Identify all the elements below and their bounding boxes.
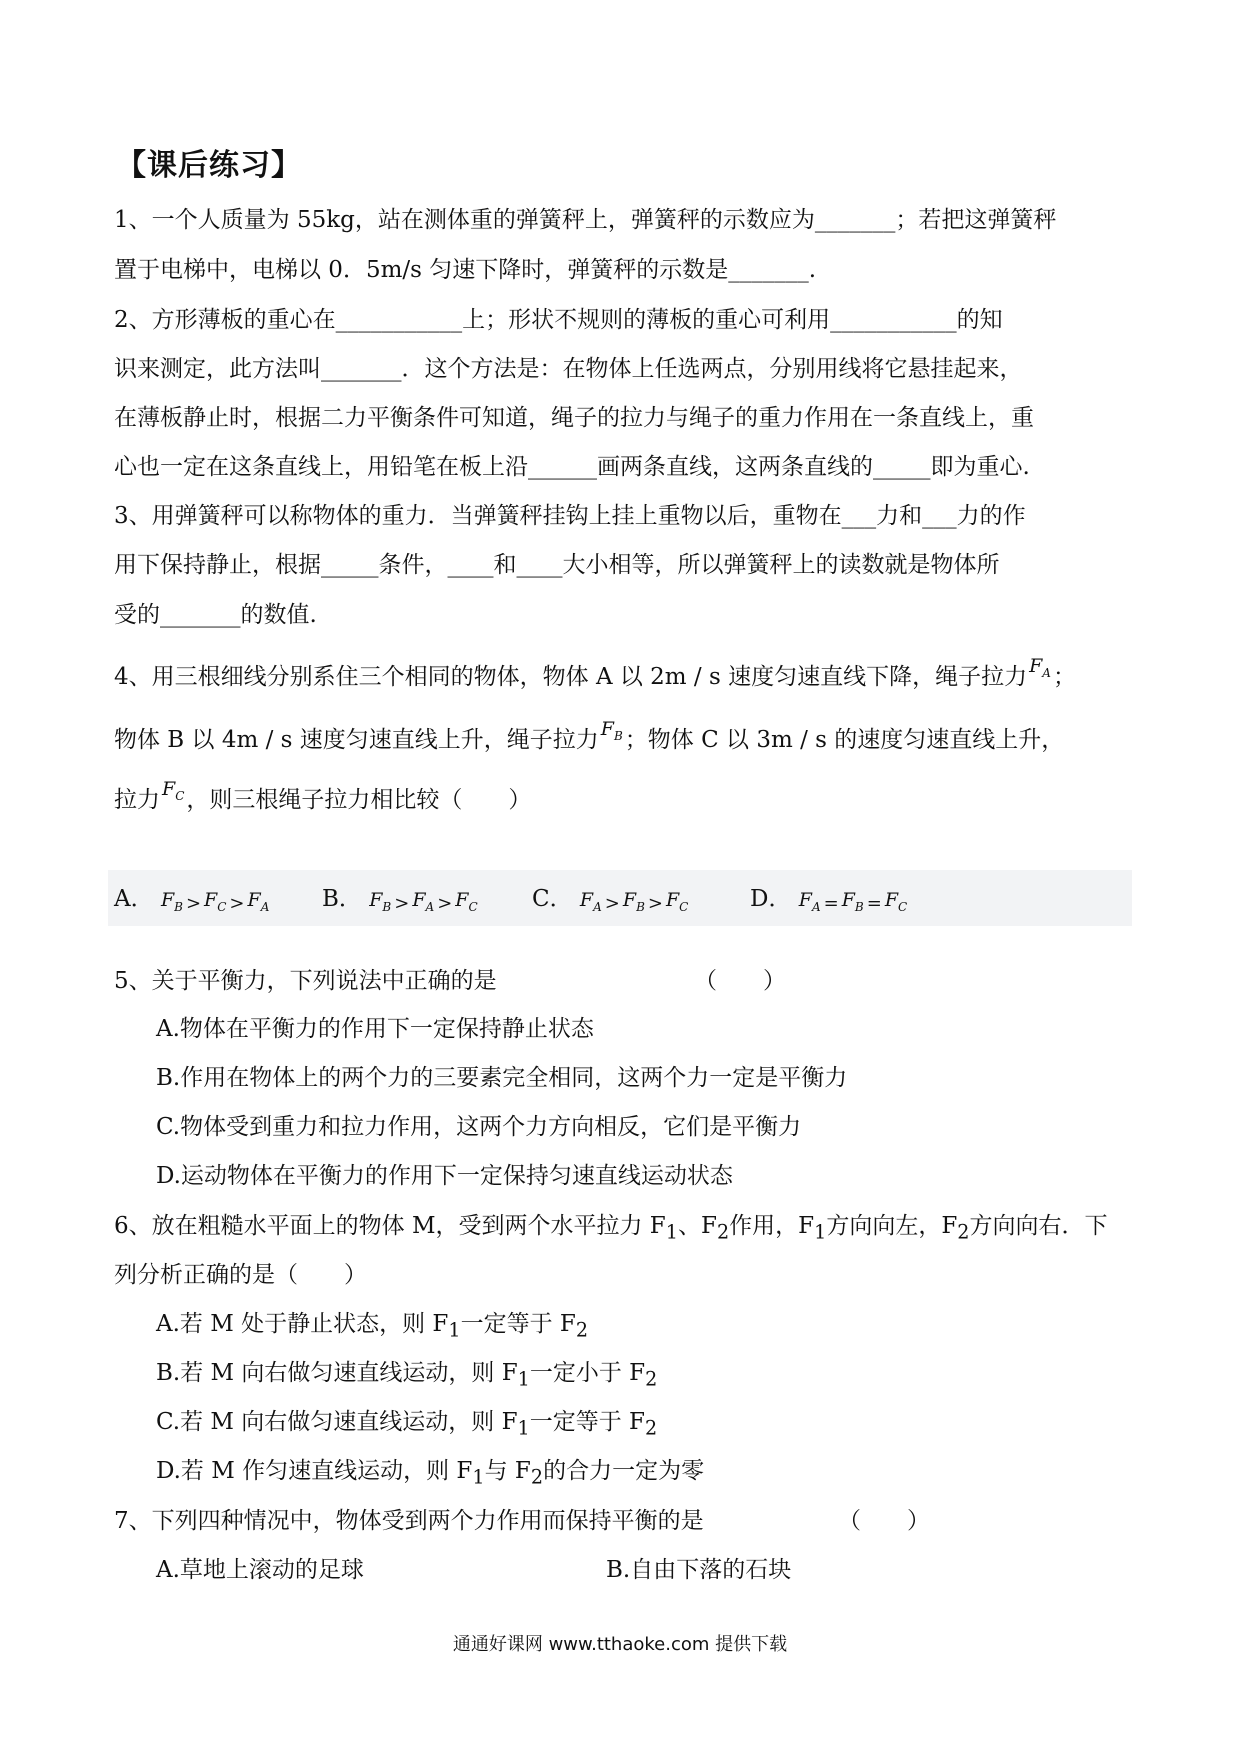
option-a-expr: $F_B > F_C > F_A$ [160,889,270,914]
q2-line-1: 2、方形薄板的重心在___________上；形状不规则的薄板的重心可利用___________的知 [114,307,1003,333]
q5-stem [114,966,1134,996]
q7-option-b: B.自由下落的石块 [606,1557,792,1583]
q5-stem-text: 5、关于平衡力，下列说法中正确的是 [114,968,497,994]
page-footer: 通通好课网 www.tthaoke.com 提供下载 [452,1634,788,1655]
q4-line-2 [114,718,1134,763]
q4-option-b[interactable] [322,884,478,922]
q6-line-1: 6、放在粗糙水平面上的物体 M，受到两个水平拉力 $F_1$、$F_2$作用，$F_1$方向向左，$F_2$方向向右．下 [114,1213,1108,1244]
q5-answer-paren: （ ） [694,968,786,994]
q5-option-b: B.作用在物体上的两个力的三要素完全相同，这两个力一定是平衡力 [156,1065,848,1091]
q7-stem-text: 7、下列四种情况中，物体受到两个力作用而保持平衡的是 [114,1508,704,1534]
q4-option-d[interactable] [750,884,907,922]
q7-option-a: A.草地上滚动的足球 [156,1557,364,1583]
q4-option-c[interactable] [532,884,688,922]
q6-option-a: A.若 M 处于静止状态，则 $F_1$一定等于 $F_2$ [156,1311,589,1342]
force-fb: FB [600,718,623,743]
q1-line-1: 1、一个人质量为 55kg，站在测体重的弹簧秤上，弹簧秤的示数应为_______；若把这弹簧秤 [114,207,1057,233]
option-c-label: C． [532,886,573,912]
force-fa: FA [1029,655,1051,680]
q3-line-2: 用下保持静止，根据_____条件，____和____大小相等，所以弹簧秤上的读数就是物体所 [114,552,1000,578]
option-a-label: A． [114,886,154,912]
q4-line-3-end: ，则三根绳子拉力相比较（ ） [186,787,532,813]
option-c-expr: $F_A > F_B > F_C$ [579,889,689,914]
q4-line-3-text: 拉力 [114,787,160,813]
q6-line-2: 列分析正确的是（ ） [114,1262,367,1288]
q5-option-c: C.物体受到重力和拉力作用，这两个力方向相反，它们是平衡力 [156,1114,802,1140]
option-b-label: B． [322,886,362,912]
q2-line-4: 心也一定在这条直线上，用铅笔在板上沿______画两条直线，这两条直线的_____即为重心. [114,454,1030,480]
force-fc: FC [162,778,185,803]
q7-stem [114,1506,1134,1536]
option-d-expr: $F_A = F_B = F_C$ [798,889,908,914]
q4-option-a[interactable] [114,884,269,922]
q3-line-1: 3、用弹簧秤可以称物体的重力．当弹簧秤挂钩上挂上重物以后，重物在___力和___力的作 [114,503,1026,529]
section-title: 【课后练习】 [116,148,302,183]
q4-line-1-text: 4、用三根细线分别系住三个相同的物体，物体 A 以 2m / s 速度匀速直线下降，绳子拉力 [114,664,1028,690]
q2-line-2: 识来测定，此方法叫_______．这个方法是：在物体上任选两点，分别用线将它悬挂起来， [114,356,1023,382]
q6-option-c: C.若 M 向右做匀速直线运动，则 $F_1$一定等于 $F_2$ [156,1409,658,1440]
q4-line-2-text: 物体 B 以 4m / s 速度匀速直线上升，绳子拉力 [114,727,599,753]
option-b-expr: $F_B > F_A > F_C$ [369,889,478,914]
q7-answer-paren: （ ） [838,1508,930,1534]
q1-line-2: 置于电梯中，电梯以 0．5m/s 匀速下降时，弹簧秤的示数是_______. [114,257,817,283]
q6-option-d: D.若 M 作匀速直线运动，则 $F_1$与 $F_2$的合力一定为零 [156,1458,705,1489]
q4-line-1 [114,655,1134,700]
q3-line-3: 受的_______的数值. [114,602,317,628]
option-d-label: D． [750,886,792,912]
q4-line-1-end: ； [1052,664,1076,690]
q6-option-b: B.若 M 向右做匀速直线运动，则 $F_1$一定小于 $F_2$ [156,1360,658,1391]
q5-option-a: A.物体在平衡力的作用下一定保持静止状态 [156,1016,594,1042]
q2-line-3: 在薄板静止时，根据二力平衡条件可知道，绳子的拉力与绳子的重力作用在一条直线上，重 [114,405,1034,431]
q4-line-2-end: ；物体 C 以 3m / s 的速度匀速直线上升， [624,727,1065,753]
q4-line-3 [114,778,1134,823]
q5-option-d: D.运动物体在平衡力的作用下一定保持匀速直线运动状态 [156,1163,733,1189]
